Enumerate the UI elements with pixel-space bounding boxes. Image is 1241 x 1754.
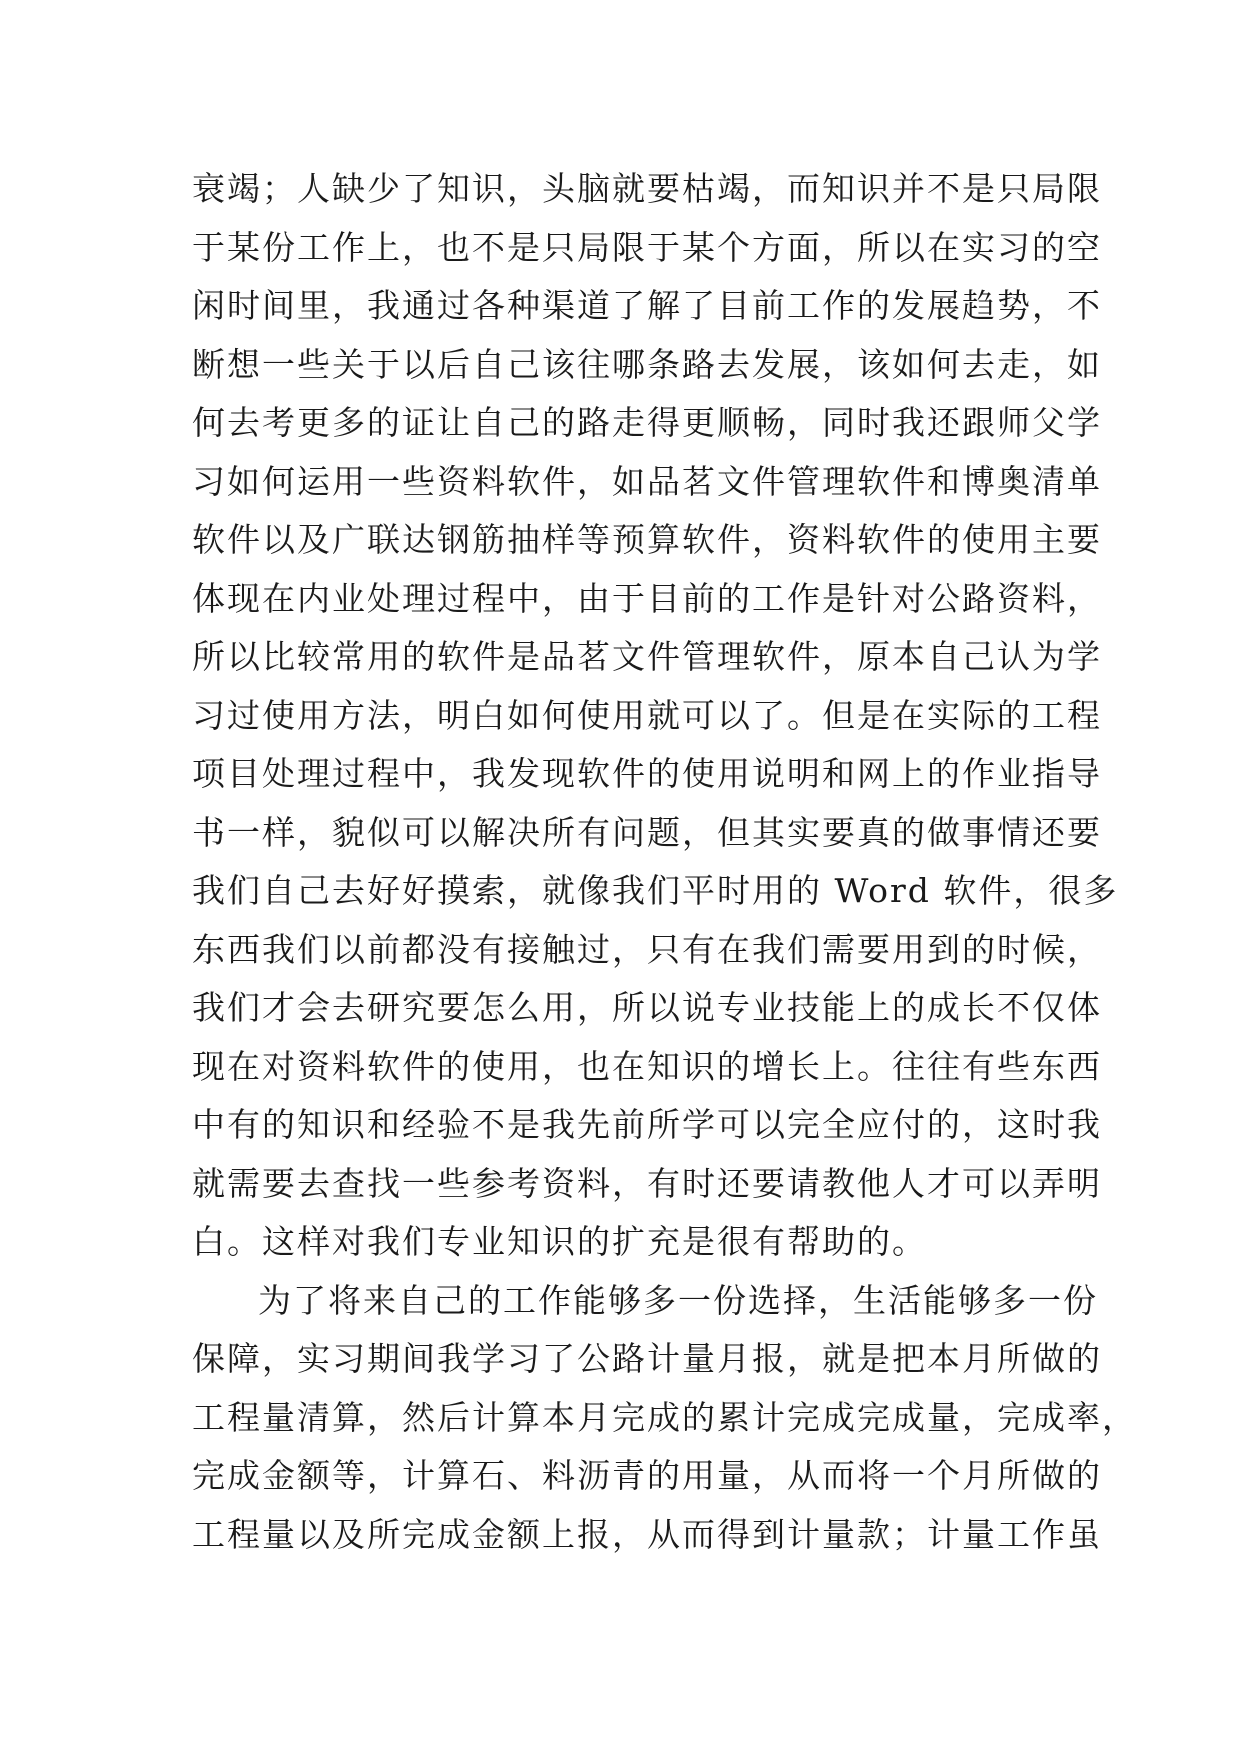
text-line: 白。这样对我们专业知识的扩充是很有帮助的。 [192, 1222, 927, 1261]
text-line: 体现在内业处理过程中，由于目前的工作是针对公路资料， [192, 578, 1102, 618]
text-line: 习如何运用一些资料软件，如品茗文件管理软件和博奥清单 [192, 461, 1102, 501]
text-line: 现在对资料软件的使用，也在知识的增长上。往往有些东西 [192, 1046, 1102, 1086]
text-line: 我们才会去研究要怎么用，所以说专业技能上的成长不仅体 [192, 988, 1102, 1027]
text-line: 何去考更多的证让自己的路走得更顺畅，同时我还跟师父学 [192, 403, 1102, 442]
text-line: 闲时间里，我通过各种渠道了解了目前工作的发展趋势，不 [192, 286, 1102, 325]
text-line: 书一样，貌似可以解决所有问题，但其实要真的做事情还要 [192, 812, 1102, 852]
text-line: 工程量以及所完成金额上报，从而得到计量款；计量工作虽 [192, 1514, 1102, 1554]
text-line: 完成金额等，计算石、料沥青的用量，从而将一个月所做的 [192, 1456, 1102, 1495]
text-line: 中有的知识和经验不是我先前所学可以完全应付的，这时我 [192, 1105, 1102, 1144]
text-line: 我们自己去好好摸索，就像我们平时用的 Word 软件，很多 [192, 871, 1119, 910]
paragraph-first-line: 为了将来自己的工作能够多一份选择，生活能够多一份 [258, 1280, 1098, 1320]
text-line: 项目处理过程中，我发现软件的使用说明和网上的作业指导 [192, 754, 1102, 793]
text-line: 于某份工作上，也不是只局限于某个方面，所以在实习的空 [192, 227, 1102, 267]
text-line: 所以比较常用的软件是品茗文件管理软件，原本自己认为学 [192, 637, 1102, 676]
text-line: 衰竭；人缺少了知识，头脑就要枯竭，而知识并不是只局限 [192, 169, 1102, 208]
text-line: 习过使用方法，明白如何使用就可以了。但是在实际的工程 [192, 695, 1102, 735]
text-line: 就需要去查找一些参考资料，有时还要请教他人才可以弄明 [192, 1163, 1102, 1203]
text-line: 断想一些关于以后自己该往哪条路去发展，该如何去走，如 [192, 344, 1102, 384]
text-line: 软件以及广联达钢筋抽样等预算软件，资料软件的使用主要 [192, 520, 1102, 559]
text-line: 东西我们以前都没有接触过，只有在我们需要用到的时候， [192, 929, 1102, 969]
text-line: 保障，实习期间我学习了公路计量月报，就是把本月所做的 [192, 1339, 1102, 1378]
text-line: 工程量清算，然后计算本月完成的累计完成完成量，完成率， [192, 1397, 1137, 1437]
body-text [192, 160, 1137, 1564]
